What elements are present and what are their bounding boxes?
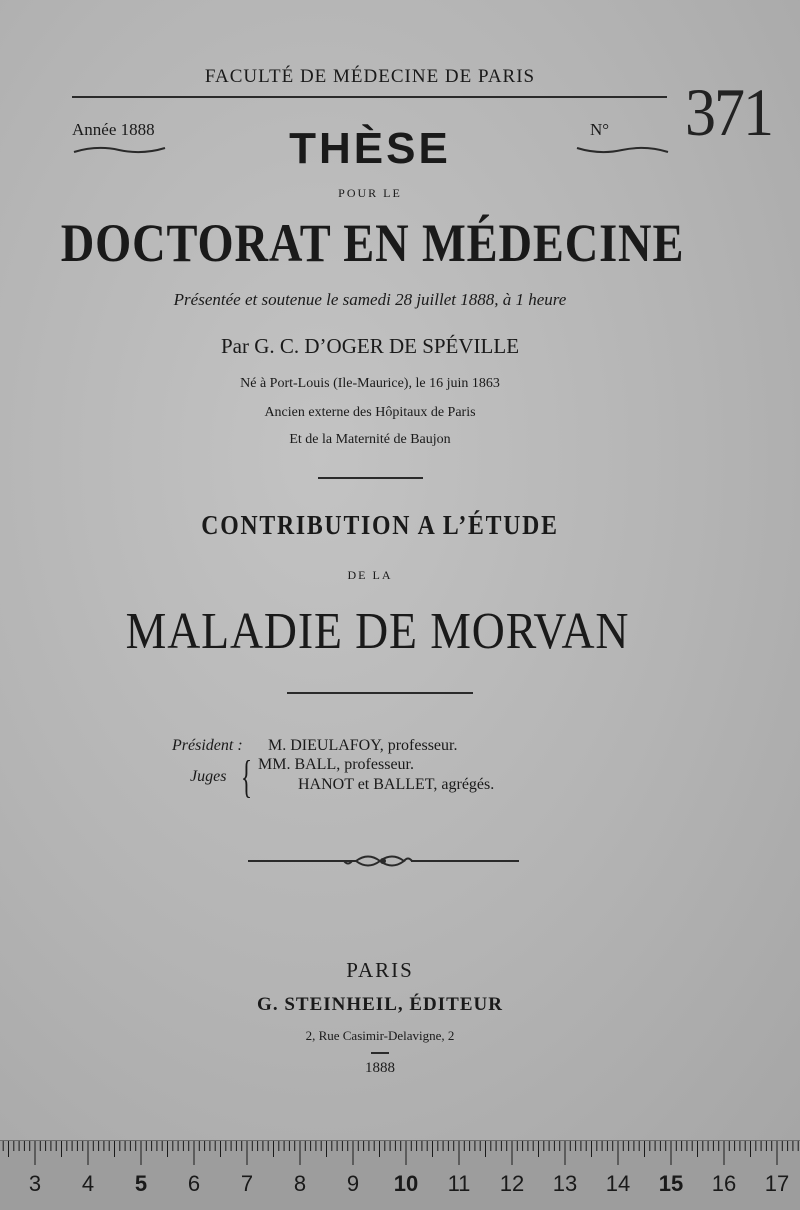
hospital-line: Ancien externe des Hôpitaux de Paris [264, 405, 476, 420]
contribution-heading: CONTRIBUTION A L’ÉTUDE [201, 510, 559, 540]
maladie-heading: MALADIE DE MORVAN [125, 603, 630, 660]
ruler-number: 10 [393, 1171, 419, 1196]
juges-line-1: MM. BALL, professeur. [258, 756, 414, 773]
doctorat-heading: DOCTORAT EN MÉDECINE [60, 213, 685, 273]
juges-label: Juges [190, 768, 227, 785]
city-line: PARIS [346, 958, 414, 982]
ruler-number: 16 [711, 1171, 737, 1196]
president-label: Président : [172, 737, 243, 754]
year-label: Année 1888 [72, 120, 155, 139]
ruler-number: 11 [447, 1171, 471, 1196]
stamp-number: 371 [685, 75, 772, 151]
ruler-number: 12 [499, 1171, 525, 1196]
measuring-ruler [0, 1140, 800, 1210]
ruler-number: 13 [552, 1171, 578, 1196]
birth-line: Né à Port-Louis (Ile-Maurice), le 16 juin 1863 [240, 376, 500, 391]
ruler-number: 8 [293, 1171, 307, 1196]
ruler-number: 5 [134, 1171, 148, 1196]
divider-rule [287, 692, 473, 694]
juges-line-2: HANOT et BALLET, agrégés. [298, 776, 495, 793]
ruler-number: 9 [346, 1171, 360, 1196]
de-la-text: DE LA [347, 568, 393, 582]
ruler-number: 7 [240, 1171, 254, 1196]
ruler-number: 4 [81, 1171, 95, 1196]
address-line: 2, Rue Casimir-Delavigne, 2 [305, 1028, 455, 1043]
header-rule [72, 96, 667, 98]
ruler-number: 14 [605, 1171, 631, 1196]
these-heading: THÈSE [289, 124, 451, 173]
publisher-line: G. STEINHEIL, ÉDITEUR [257, 994, 503, 1015]
presentation-line: Présentée et soutenue le samedi 28 juillet 1888, à 1 heure [173, 290, 567, 309]
faculty-header: FACULTÉ DE MÉDECINE DE PARIS [204, 66, 536, 87]
brace-icon: { [241, 751, 253, 802]
short-rule [371, 1052, 389, 1054]
number-label: N° [590, 120, 610, 139]
ruler-number: 3 [28, 1171, 42, 1196]
ruler-number: 17 [764, 1171, 790, 1196]
publication-year: 1888 [365, 1060, 395, 1076]
divider-rule [318, 477, 423, 479]
ruler-number: 6 [187, 1171, 201, 1196]
author-line: Par G. C. D’OGER DE SPÉVILLE [220, 334, 520, 358]
pour-le-text: POUR LE [338, 186, 402, 200]
fleuron-ornament-icon [246, 850, 521, 872]
ruler-ticks [0, 1141, 800, 1171]
maternite-line: Et de la Maternité de Baujon [289, 432, 451, 447]
president-value: M. DIEULAFOY, professeur. [268, 737, 458, 754]
ruler-number: 15 [658, 1171, 684, 1196]
